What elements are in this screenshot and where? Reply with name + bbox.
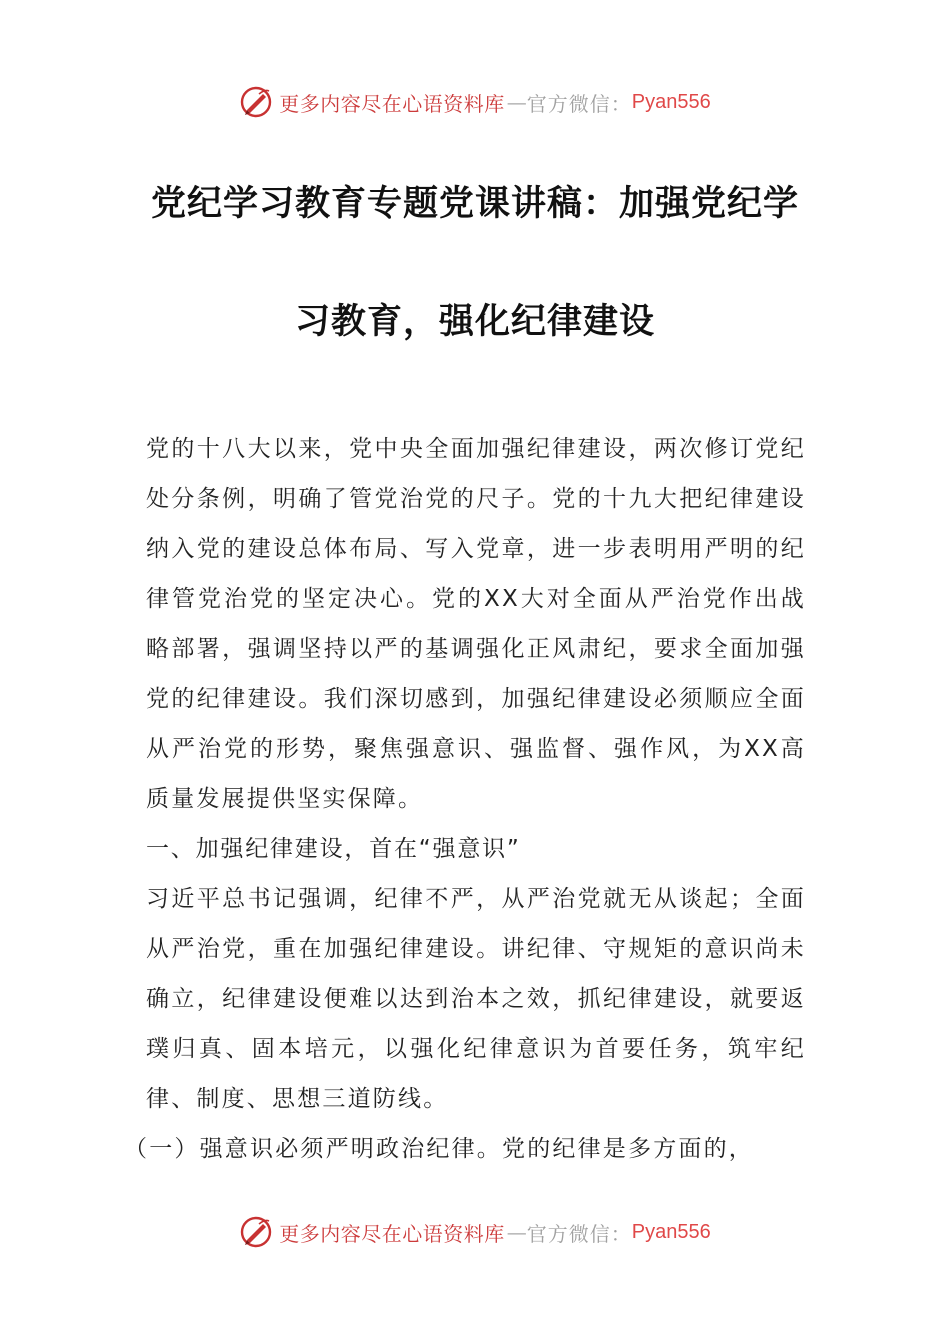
header-banner: [0, 80, 950, 124]
document-title-line-2: 习教育，强化纪律建设: [294, 302, 655, 342]
document-body: [124, 424, 806, 1174]
banner-text: 更多内容尽在心语资料库: [279, 91, 505, 116]
banner-wechat-label: 官方微信：: [526, 1221, 632, 1246]
document-title-line-1: 党纪学习教育专题党课讲稿：加强党纪学: [150, 184, 799, 224]
paragraph-intro: 党的十八大以来，党中央全面加强纪律建设，两次修订党纪处分条例，明确了管党治党的尺子。党的十九大把纪律建设纳入党的建设总体布局、写入党章，进一步表明用严明的纪律管党治党的坚定决心。党的XX大对全面从严治党作出战略部署，强调坚持以严的基调强化正风肃纪，要求全面加强党的纪律建设。我们深切感到，加强纪律建设必须顺应全面从严治党的形势，聚焦强意识、强监督、强作风，为XX高质量发展提供坚实保障。: [146, 436, 806, 812]
banner-wechat-id: Pyan556: [631, 90, 711, 113]
banner-separator: —: [506, 90, 525, 114]
banner-wechat-id: Pyan556: [631, 1220, 711, 1243]
banner-separator: —: [506, 1220, 525, 1244]
pen-logo-icon: [239, 85, 273, 119]
paragraph-subsection-1: （一）强意识必须严明政治纪律。党的纪律是多方面的，: [124, 1136, 754, 1162]
section-heading-1: 一、加强纪律建设，首在“强意识”: [146, 836, 521, 862]
banner-text: 更多内容尽在心语资料库: [279, 1221, 505, 1246]
banner-wechat-label: 官方微信：: [526, 91, 632, 116]
paragraph-section-1: 习近平总书记强调，纪律不严，从严治党就无从谈起；全面从严治党，重在加强纪律建设。讲纪律、守规矩的意识尚未确立，纪律建设便难以达到治本之效，抓纪律建设，就要返璞归真、固本培元，以强化纪律意识为首要任务，筑牢纪律、制度、思想三道防线。: [146, 886, 806, 1112]
footer-banner: [0, 1210, 950, 1254]
pen-logo-icon: [239, 1215, 273, 1249]
